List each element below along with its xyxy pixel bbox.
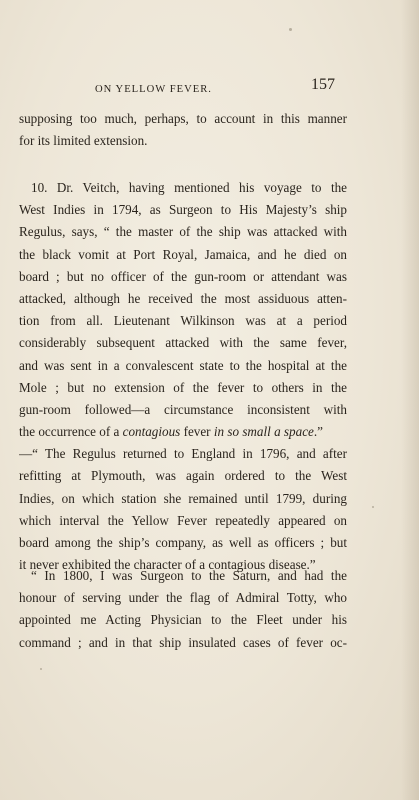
- running-title: ON YELLOW FEVER.: [95, 84, 212, 95]
- quoted-paragraph: [19, 565, 347, 654]
- text-line: board ; but no officer of the gun-room or attendant was: [19, 268, 347, 284]
- text-line: for its limited extension.: [19, 133, 148, 149]
- text-line: attacked, although he received the most assiduous atten-: [19, 290, 347, 306]
- paper-spot: [40, 668, 42, 670]
- text-line: tion from all. Lieutenant Wilkinson was at a period: [19, 313, 347, 329]
- text-line: board among the ship’s company, as well as officers ; but: [19, 535, 347, 550]
- text-run: the occurrence of a: [19, 424, 123, 440]
- text-line: gun-room followed—a circumstance inconsistent with: [19, 401, 347, 417]
- italic-emphasis: in so small a space: [213, 424, 314, 440]
- text-run: fever: [180, 424, 214, 440]
- text-line: the black vomit at Port Royal, Jamaica, and he died on: [19, 246, 347, 262]
- italic-emphasis: contagious: [122, 424, 181, 440]
- text-line: 10. Dr. Veitch, having mentioned his voyage to the: [31, 180, 347, 195]
- text-line: Mole ; but no extension of the fever to others in the: [19, 379, 347, 395]
- text-line: it never exhibited the character of a contagious disease.”: [19, 557, 316, 573]
- text-line: “ In 1800, I was Surgeon to the Saturn, and had the: [31, 568, 347, 583]
- text-line: refitting at Plymouth, was again ordered to the West: [19, 468, 347, 484]
- paper-spot: [372, 506, 374, 508]
- text-line: considerably subsequent attacked with the same fever,: [19, 335, 347, 351]
- text-line: Regulus, says, “ the master of the ship was attacked with: [19, 224, 347, 240]
- page-edge-shadow: [401, 0, 419, 800]
- paragraph-continuation: [19, 108, 347, 152]
- page-number: 157: [311, 76, 335, 93]
- text-line: appointed me Acting Physician to the Fleet under his: [19, 612, 347, 628]
- text-line: —“ The Regulus returned to England in 1796, and after: [19, 446, 347, 462]
- text-run: .”: [313, 424, 323, 440]
- text-line: and was sent in a convalescent state to the hospital at the: [19, 357, 347, 373]
- text-line: West Indies in 1794, as Surgeon to His Majesty’s ship: [19, 202, 347, 218]
- paper-spot: [289, 28, 292, 31]
- italic-text-line: [19, 421, 347, 443]
- text-line: command ; and in that ship insulated cases of fever oc-: [19, 634, 347, 650]
- text-line: which interval the Yellow Fever repeatedly appeared on: [19, 512, 347, 528]
- running-header: [0, 76, 419, 100]
- text-line: Indies, on which station she remained until 1799, during: [19, 490, 347, 506]
- text-line: supposing too much, perhaps, to account in this manner: [19, 111, 347, 126]
- paragraph-10: [19, 177, 347, 576]
- text-line: honour of serving under the flag of Admiral Totty, who: [19, 590, 347, 606]
